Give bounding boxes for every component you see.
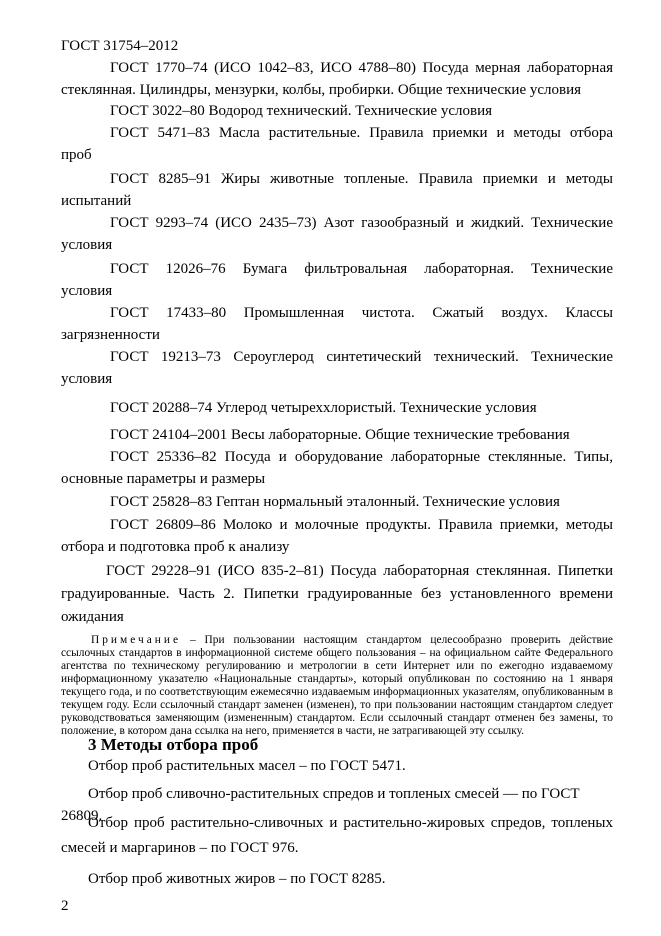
reference-item bbox=[61, 100, 613, 122]
note-paragraph bbox=[61, 634, 613, 738]
reference-line: ГОСТ 9293–74 (ИСО 2435–73) Азот газообразный и жидкий. Технические bbox=[110, 215, 613, 231]
reference-continuation: условия bbox=[61, 371, 113, 387]
section-title: 3 Методы отбора проб bbox=[88, 735, 259, 754]
section-body bbox=[61, 868, 613, 890]
reference-item bbox=[61, 346, 613, 390]
section-paragraph: Отбор проб растительно-сливочных и растительно-жировых спредов, топленых bbox=[88, 815, 613, 831]
reference-item bbox=[61, 57, 613, 101]
note-label: Примечание bbox=[91, 634, 182, 646]
reference-line: ГОСТ 1770–74 (ИСО 1042–83, ИСО 4788–80) Посуда мерная лабораторная bbox=[110, 60, 613, 76]
reference-item bbox=[61, 168, 613, 212]
reference-line: ГОСТ 24104–2001 Весы лабораторные. Общие технические требования bbox=[110, 427, 570, 443]
section-body bbox=[61, 811, 613, 861]
reference-continuation: стеклянная. Цилиндры, мензурки, колбы, пробирки. Общие технические условия bbox=[61, 82, 582, 98]
reference-item bbox=[61, 397, 613, 419]
reference-item bbox=[61, 424, 613, 446]
reference-line: ГОСТ 8285–91 Жиры животные топленые. Правила приемки и методы bbox=[110, 171, 613, 187]
reference-continuation: условия bbox=[61, 283, 113, 299]
reference-continuation: отбора и подготовка проб к анализу bbox=[61, 539, 290, 555]
reference-line: ГОСТ 20288–74 Углерод четыреххлористый. Технические условия bbox=[110, 400, 537, 416]
note-text: – При пользовании настоящим стандартом целесообразно проверить действие ссылочных стандартов в информационной системе общего пользования – на официальном сайте Федерального агентства по техническому регулированию и метрологии в сети Интернет или по ежегодно издаваемому информационному указателю «Национальные стандарты», который опубликован по состоянию на 1 января текущего года, и по соответствующим ежемесячно издаваемым информационных указателям, опубликованным в текущем году. Если ссылочный стандарт заменен (изменен), то при пользовании настоящим стандартом следует руководствоваться заменяющим (измененным) стандартом. Если ссылочный стандарт отменен без замены, то положение, в котором дана ссылка на него, применяется в части, не затрагивающей эту ссылку. bbox=[61, 634, 613, 737]
reference-line: ГОСТ 26809–86 Молоко и молочные продукты. Правила приемки, методы bbox=[110, 517, 613, 533]
document-header: ГОСТ 31754–2012 bbox=[61, 38, 179, 54]
reference-item bbox=[61, 446, 613, 490]
reference-line: ГОСТ 12026–76 Бумага фильтровальная лабораторная. Технические bbox=[110, 261, 613, 277]
reference-line: ГОСТ 17433–80 Промышленная чистота. Сжатый воздух. Классы bbox=[110, 305, 613, 321]
reference-line: ГОСТ 29228–91 (ИСО 835-2–81) Посуда лабораторная стеклянная. Пипетки bbox=[106, 563, 613, 579]
reference-continuation: градуированные. Часть 2. Пипетки градуированные без установленного времени bbox=[61, 586, 613, 602]
section-body bbox=[61, 755, 613, 777]
section-paragraph: Отбор проб сливочно-растительных спредов и топленых смесей — по ГОСТ 26809. bbox=[61, 786, 580, 824]
reference-continuation: загрязненности bbox=[61, 327, 160, 343]
reference-line: ГОСТ 25828–83 Гептан нормальный эталонный. Технические условия bbox=[110, 494, 560, 510]
reference-continuation: ожидания bbox=[61, 609, 124, 625]
reference-item bbox=[61, 122, 613, 166]
reference-item bbox=[61, 514, 613, 558]
reference-line: ГОСТ 25336–82 Посуда и оборудование лабораторные стеклянные. Типы, bbox=[110, 449, 613, 465]
reference-line: ГОСТ 19213–73 Сероуглерод синтетический технический. Технические bbox=[110, 349, 613, 365]
reference-item bbox=[61, 302, 613, 346]
note-block bbox=[61, 634, 613, 738]
section-paragraph: Отбор проб животных жиров – по ГОСТ 8285. bbox=[88, 871, 386, 887]
reference-item bbox=[61, 258, 613, 302]
reference-item bbox=[61, 212, 613, 256]
reference-continuation: проб bbox=[61, 147, 92, 163]
reference-line: ГОСТ 5471–83 Масла растительные. Правила приемки и методы отбора bbox=[110, 125, 613, 141]
page-number: 2 bbox=[61, 898, 69, 914]
reference-item bbox=[61, 491, 613, 513]
reference-item bbox=[61, 560, 613, 629]
section-paragraph: Отбор проб растительных масел – по ГОСТ 5471. bbox=[88, 758, 406, 774]
reference-continuation: испытаний bbox=[61, 193, 132, 209]
reference-continuation: условия bbox=[61, 237, 113, 253]
section-paragraph-continuation: смесей и маргаринов – по ГОСТ 976. bbox=[61, 840, 299, 856]
reference-continuation: основные параметры и размеры bbox=[61, 471, 266, 487]
reference-line: ГОСТ 3022–80 Водород технический. Технические условия bbox=[110, 103, 492, 119]
